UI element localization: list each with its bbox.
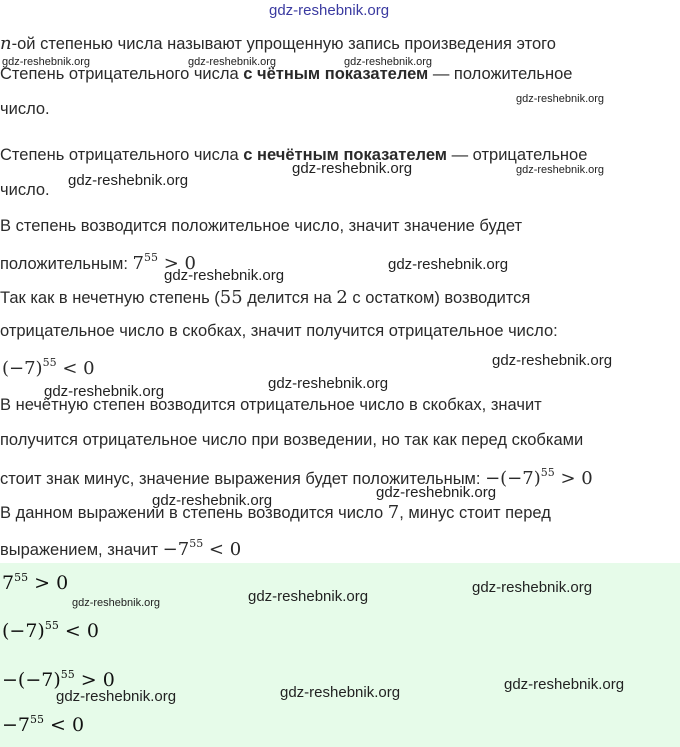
definition-line: n-ой степенью числа называют упрощенную запись произведения этого	[0, 33, 556, 54]
watermark: gdz-reshebnik.org	[2, 56, 91, 68]
odd-exponent-rule: Степень отрицательного числа с нечётным показателем — отрицательное	[0, 146, 588, 164]
explanation-3-line-3: стоит знак минус, значение выражения будет положительным: $-(-7)^{55} > 0$	[0, 466, 593, 489]
even-exponent-rule: Степень отрицательного числа с чётным показателем — положительное	[0, 65, 573, 83]
watermark: gdz-reshebnik.org	[280, 684, 401, 701]
watermark: gdz-reshebnik.org	[164, 267, 285, 284]
watermark: gdz-reshebnik.org	[44, 383, 165, 400]
explanation-3-line-1: В нечётную степен возводится отрицательное число в скобках, значит	[0, 396, 542, 414]
watermark: gdz-reshebnik.org	[188, 56, 277, 68]
watermark: gdz-reshebnik.org	[504, 676, 625, 693]
watermark: gdz-reshebnik.org	[72, 597, 161, 609]
watermark: gdz-reshebnik.org	[388, 256, 509, 273]
watermark: gdz-reshebnik.org	[248, 588, 369, 605]
explanation-1-line-2: положительным: $7^{55} > 0$	[0, 251, 196, 274]
watermark: gdz-reshebnik.org	[56, 688, 177, 705]
watermark: gdz-reshebnik.org	[516, 93, 605, 105]
odd-exponent-rule-end: число.	[0, 181, 50, 199]
watermark: gdz-reshebnik.org	[68, 172, 189, 189]
explanation-4-line-1: В данном выражении в степень возводится число 7, минус стоит перед	[0, 502, 551, 523]
watermark: gdz-reshebnik.org	[152, 492, 273, 509]
watermark: gdz-reshebnik.org	[376, 484, 497, 501]
explanation-4-line-2: выражением, значит $-7^{55} < 0$	[0, 537, 242, 560]
top-watermark: gdz-reshebnik.org	[269, 2, 390, 19]
watermark: gdz-reshebnik.org	[516, 164, 605, 176]
explanation-3-line-2: получится отрицательное число при возведении, но так как перед скобками	[0, 431, 584, 449]
watermark: gdz-reshebnik.org	[292, 160, 413, 177]
answer-3: $-(-7)^{55} > 0$	[2, 668, 115, 691]
explanation-2-formula: $(-7)^{55} < 0$	[2, 356, 95, 379]
answer-4: $-7^{55} < 0$	[2, 713, 85, 736]
watermark: gdz-reshebnik.org	[472, 579, 593, 596]
answer-1: $7^{55} > 0$	[2, 571, 69, 594]
explanation-2-line-2: отрицательное число в скобках, значит получится отрицательное число:	[0, 322, 558, 340]
watermark: gdz-reshebnik.org	[492, 352, 613, 369]
explanation-1-line-1: В степень возводится положительное число, значит значение будет	[0, 217, 523, 235]
watermark: gdz-reshebnik.org	[268, 375, 389, 392]
explanation-2-line-1: Так как в нечетную степень (55 делится на 2 с остатком) возводится	[0, 287, 531, 308]
even-exponent-rule-end: число.	[0, 100, 50, 118]
watermark: gdz-reshebnik.org	[344, 56, 433, 68]
answer-2: $(-7)^{55} < 0$	[2, 619, 99, 642]
